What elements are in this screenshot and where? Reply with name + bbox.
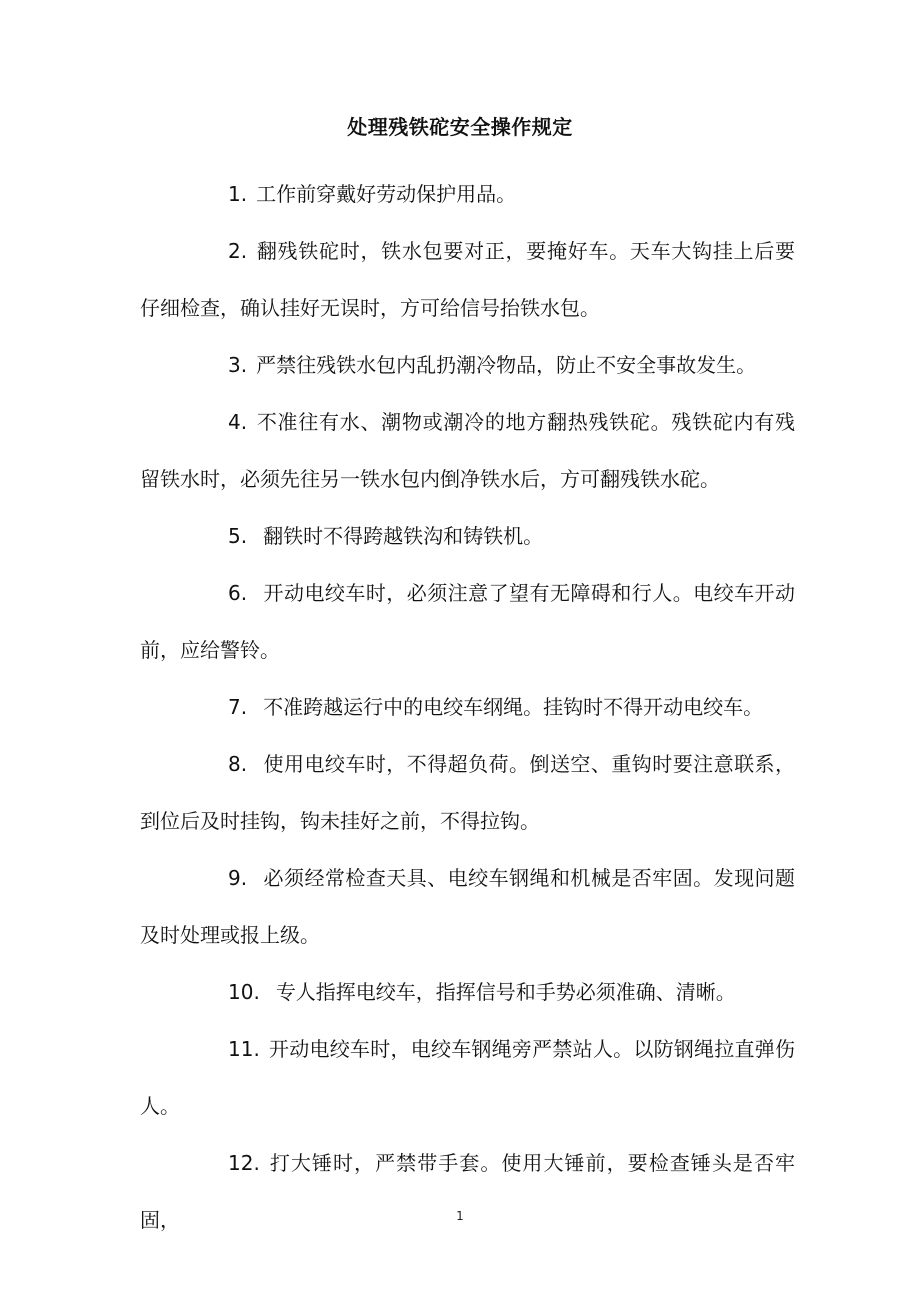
list-item — [140, 1021, 795, 1135]
item-text: 翻残铁砣时，铁水包要对正，要掩好车。天车大钩挂上后要仔细检查，确认挂好无误时，方可给信号抬铁水包。 — [140, 239, 795, 320]
item-number: 7. — [228, 695, 248, 719]
item-text: 不准跨越运行中的电绞车纲绳。挂钩时不得开动电绞车。 — [263, 695, 764, 719]
item-text: 开动电绞车时，电绞车钢绳旁严禁站人。以防钢绳拉直弹伤人。 — [140, 1037, 795, 1118]
list-item — [140, 223, 795, 337]
item-text: 打大锤时，严禁带手套。使用大锤前，要检查锤头是否牢固， — [140, 1151, 795, 1232]
item-text: 不准往有水、潮物或潮冷的地方翻热残铁砣。残铁砣内有残留铁水时，必须先往另一铁水包内倒净铁水后，方可翻残铁水砣。 — [140, 410, 795, 491]
item-text: 严禁往残铁水包内乱扔潮冷物品，防止不安全事故发生。 — [256, 353, 757, 377]
item-number: 3. — [228, 353, 248, 377]
item-number: 8. — [228, 752, 248, 776]
list-item — [140, 1135, 795, 1249]
item-number: 5. — [228, 524, 248, 548]
list-item — [140, 166, 795, 223]
item-text: 专人指挥电绞车，指挥信号和手势必须准确、清晰。 — [275, 980, 736, 1004]
item-number: 10. — [228, 980, 260, 1004]
item-text: 开动电绞车时，必须注意了望有无障碍和行人。电绞车开动前，应给警铃。 — [140, 581, 795, 662]
list-item — [140, 337, 795, 394]
document-body — [140, 166, 795, 1249]
item-number: 11. — [228, 1037, 260, 1061]
item-number: 12. — [228, 1151, 260, 1175]
list-item — [140, 679, 795, 736]
document-title: 处理残铁砣安全操作规定 — [347, 115, 573, 139]
item-text: 工作前穿戴好劳动保护用品。 — [256, 182, 517, 206]
item-number: 6. — [228, 581, 248, 605]
item-number: 9. — [228, 866, 248, 890]
list-item — [140, 394, 795, 508]
list-item — [140, 850, 795, 964]
list-item — [140, 508, 795, 565]
item-text: 翻铁时不得跨越铁沟和铸铁机。 — [263, 524, 544, 548]
page-number: 1 — [456, 1209, 464, 1223]
item-number: 1. — [228, 182, 248, 206]
item-number: 2. — [228, 239, 248, 263]
list-item — [140, 736, 795, 850]
list-item — [140, 565, 795, 679]
item-number: 4. — [228, 410, 248, 434]
item-text: 使用电绞车时，不得超负荷。倒送空、重钩时要注意联系，到位后及时挂钩，钩未挂好之前，不得拉钩。 — [140, 752, 795, 833]
item-text: 必须经常检查天具、电绞车钢绳和机械是否牢固。发现问题及时处理或报上级。 — [140, 866, 795, 947]
list-item — [140, 964, 795, 1021]
